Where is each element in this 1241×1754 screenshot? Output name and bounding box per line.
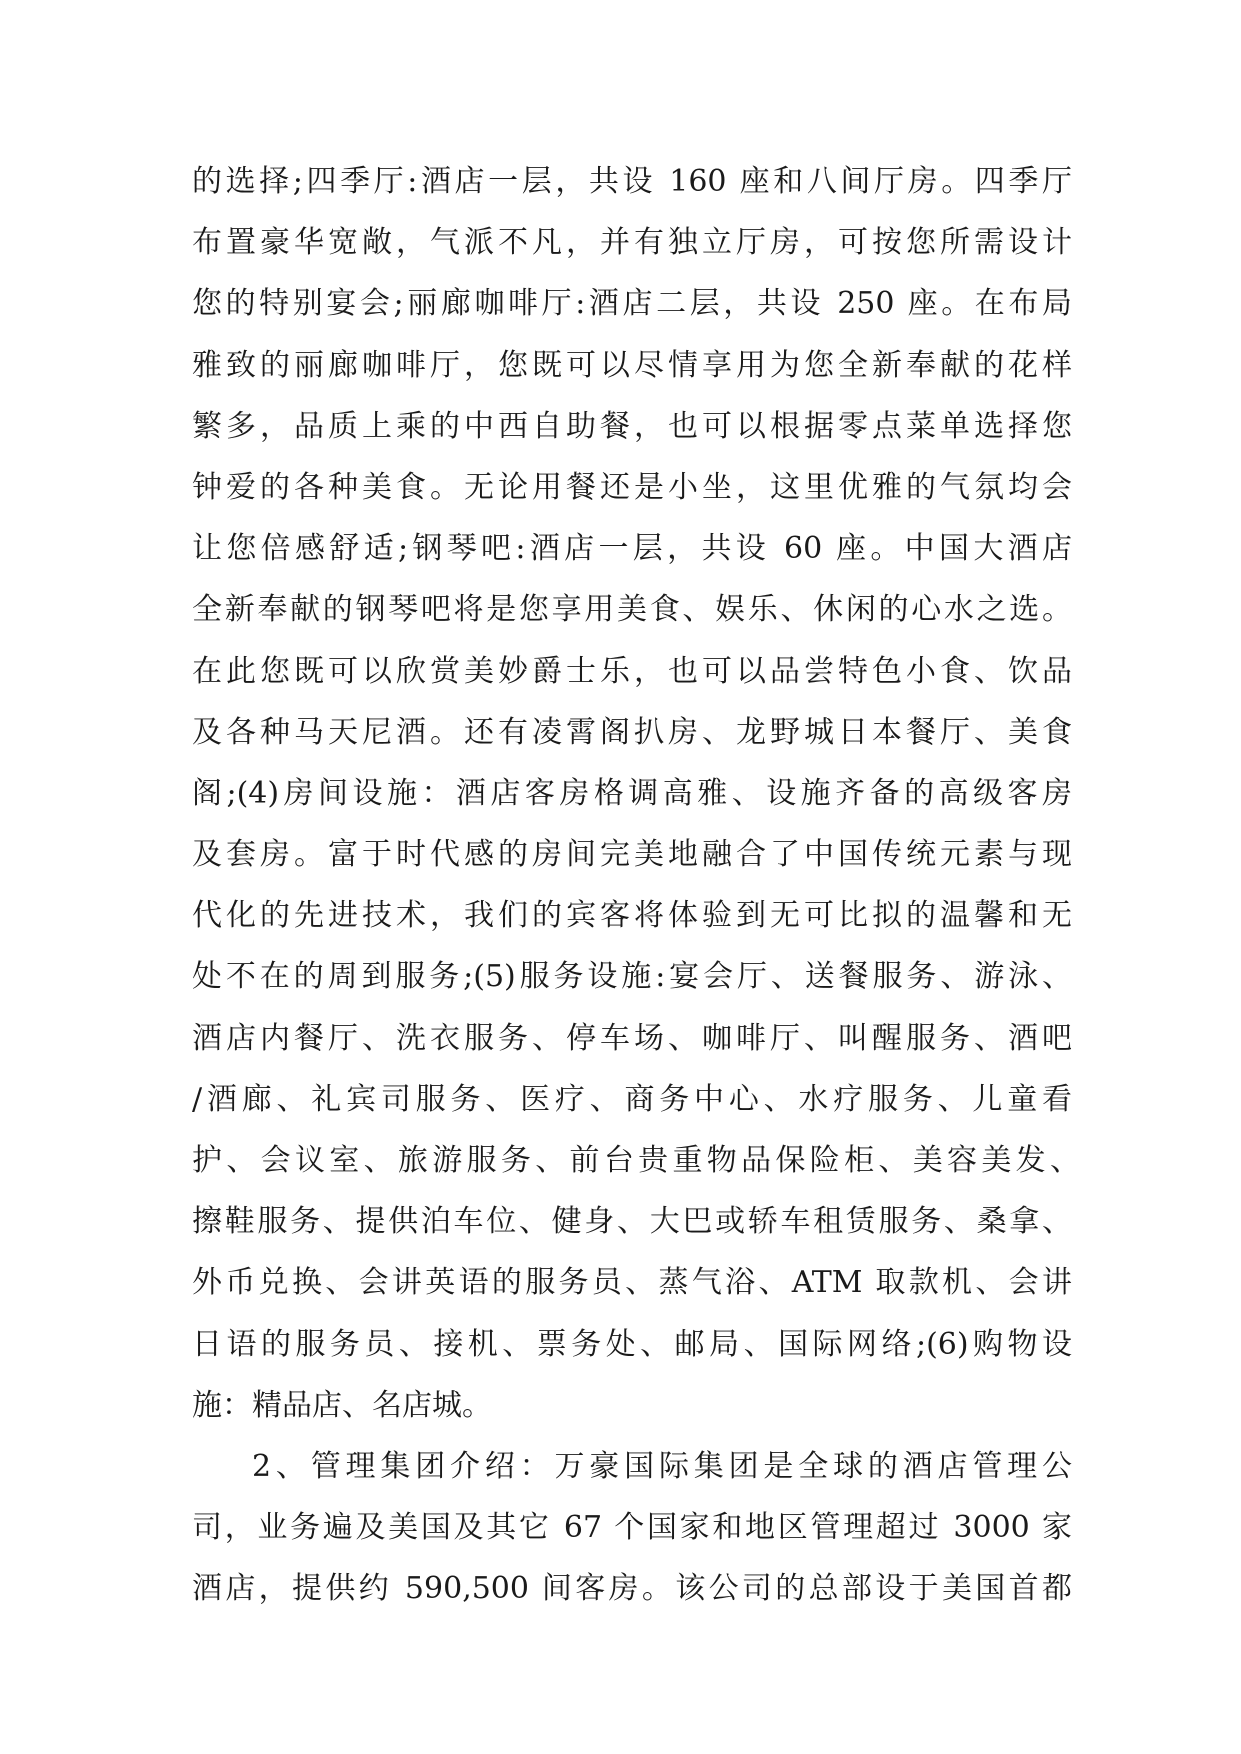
text-line: 全新奉献的钢琴吧将是您享用美食、娱乐、休闲的心水之选。 — [192, 592, 1072, 628]
text-line: /酒廊、礼宾司服务、医疗、商务中心、水疗服务、儿童看 — [192, 1081, 1072, 1117]
text-line: 酒店内餐厅、洗衣服务、停车场、咖啡厅、叫醒服务、酒吧 — [192, 1020, 1072, 1056]
text-line: 您的特别宴会;丽廊咖啡厅:酒店二层，共设 250 座。在布局 — [192, 286, 1072, 322]
text-line: 外币兑换、会讲英语的服务员、蒸气浴、ATM 取款机、会讲 — [192, 1265, 1072, 1301]
text-line: 钟爱的各种美食。无论用餐还是小坐，这里优雅的气氛均会 — [192, 469, 1072, 505]
text-line: 日语的服务员、接机、票务处、邮局、国际网络;(6)购物设 — [192, 1326, 1072, 1362]
text-line: 阁;(4)房间设施：酒店客房格调高雅、设施齐备的高级客房 — [192, 775, 1072, 811]
text-line: 及套房。富于时代感的房间完美地融合了中国传统元素与现 — [192, 837, 1072, 873]
text-line: 2、管理集团介绍：万豪国际集团是全球的酒店管理公 — [252, 1448, 1072, 1484]
text-line: 酒店，提供约 590,500 间客房。该公司的总部设于美国首都 — [192, 1571, 1072, 1607]
text-line: 擦鞋服务、提供泊车位、健身、大巴或轿车租赁服务、桑拿、 — [192, 1204, 1072, 1240]
text-line: 护、会议室、旅游服务、前台贵重物品保险柜、美容美发、 — [192, 1143, 1080, 1178]
text-line: 司，业务遍及美国及其它 67 个国家和地区管理超过 3000 家 — [192, 1510, 1072, 1546]
text-line: 及各种马天尼酒。还有凌霄阁扒房、龙野城日本餐厅、美食 — [192, 714, 1072, 750]
text-line: 布置豪华宽敞，气派不凡，并有独立厅房，可按您所需设计 — [192, 225, 1072, 261]
text-line: 的选择;四季厅:酒店一层，共设 160 座和八间厅房。四季厅 — [192, 164, 1072, 199]
text-line: 在此您既可以欣赏美妙爵士乐，也可以品尝特色小食、饮品 — [192, 653, 1072, 689]
body-text — [192, 158, 1080, 1627]
text-line: 施：精品店、名店城。 — [192, 1387, 492, 1423]
text-line: 代化的先进技术，我们的宾客将体验到无可比拟的温馨和无 — [192, 898, 1072, 934]
text-line: 繁多，品质上乘的中西自助餐，也可以根据零点菜单选择您 — [192, 408, 1072, 444]
text-line: 处不在的周到服务;(5)服务设施:宴会厅、送餐服务、游泳、 — [192, 959, 1072, 995]
text-line: 让您倍感舒适;钢琴吧:酒店一层，共设 60 座。中国大酒店 — [192, 531, 1072, 567]
text-line: 雅致的丽廊咖啡厅，您既可以尽情享用为您全新奉献的花样 — [192, 347, 1072, 383]
